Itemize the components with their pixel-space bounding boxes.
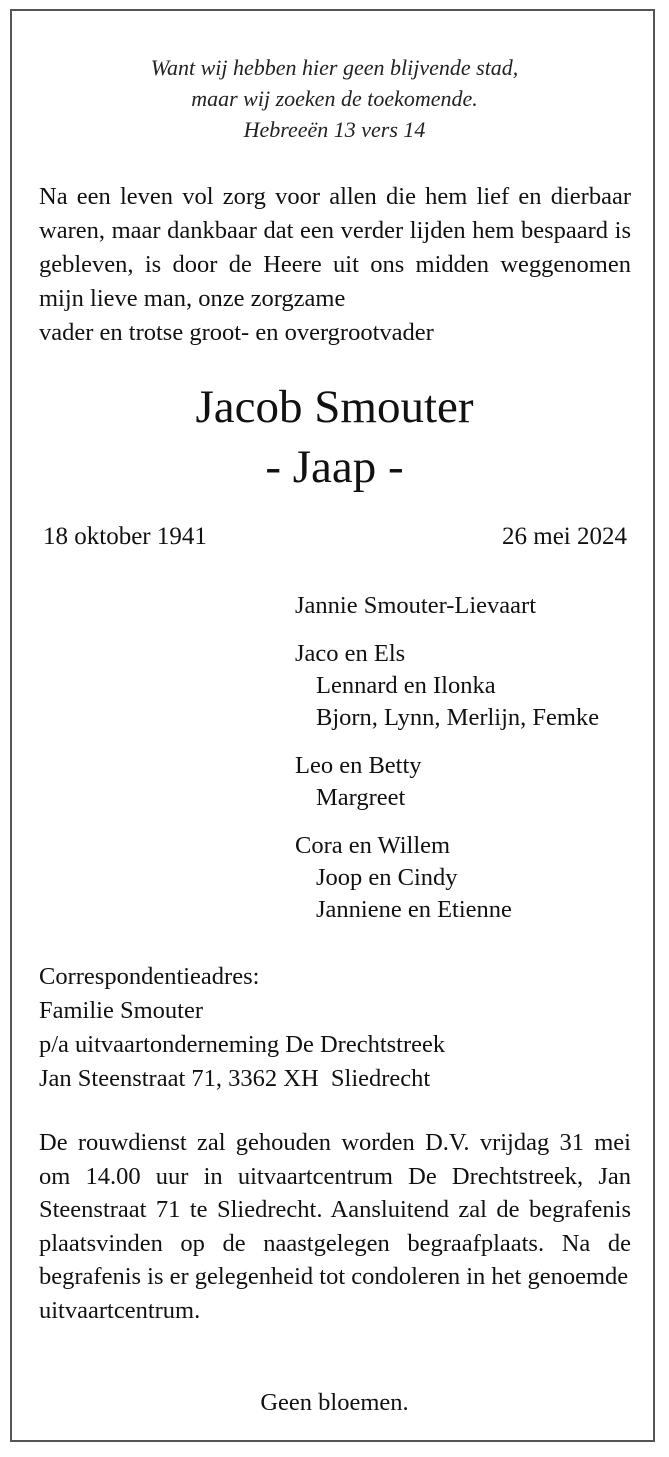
family-child: Joop en Cindy: [316, 864, 458, 891]
death-date: 26 mei 2024: [502, 523, 627, 550]
family-parents: Leo en Betty: [295, 752, 422, 779]
intro-last-line: vader en trotse groot- en overgrootvader: [39, 319, 434, 346]
service-last-line: uitvaartcentrum.: [39, 1296, 201, 1324]
correspondence-address: [39, 960, 445, 1096]
family-child: Janniene en Etienne: [316, 896, 512, 923]
verse-reference: Hebreeën 13 vers 14: [243, 117, 426, 142]
correspondence-street: Jan Steenstraat 71, 3362 XH Sliedrecht: [39, 1065, 431, 1092]
birth-date: 18 oktober 1941: [43, 523, 207, 550]
family-child: Lennard en Ilonka: [316, 672, 496, 699]
service-paragraph: [39, 1126, 631, 1327]
intro-paragraph: [39, 180, 631, 350]
family-group: [295, 750, 422, 814]
spouse-name: [295, 590, 536, 622]
correspondence-name: Familie Smouter: [39, 997, 203, 1024]
correspondence-label: Correspondentieadres:: [39, 963, 260, 990]
family-parents: Jaco en Els: [295, 640, 406, 667]
no-flowers-note: Geen bloemen.: [260, 1389, 409, 1416]
family-child: Margreet: [316, 784, 406, 811]
intro-text: Na een leven vol zorg voor allen die hem lief en dierbaar waren, maar dankbaar dat een verder lijden hem bespaard is gebleven, is door de Heere uit ons midden weggenomen mijn lieve man, onze zorgzame: [39, 183, 631, 312]
verse-line-2: maar wij zoeken de toekomende.: [191, 86, 478, 111]
family-parents: Cora en Willem: [295, 832, 451, 859]
service-text: De rouwdienst zal gehouden worden D.V. vrijdag 31 mei om 14.00 uur in uitvaartcentrum De Drechtstreek, Jan Steenstraat 71 te Sliedrecht. Aansluitend zal de begrafenis plaatsvinden op de naastgelegen begraafplaats. Na de begrafenis is er gelegenheid tot condoleren in het genoemde: [39, 1129, 631, 1290]
family-group: [295, 830, 512, 926]
verse-line-1: Want wij hebben hier geen blijvende stad,: [150, 55, 519, 80]
family-line: Jannie Smouter-Lievaart: [295, 592, 537, 619]
deceased-nickname: - Jaap -: [265, 441, 404, 493]
family-child: Bjorn, Lynn, Merlijn, Femke: [316, 704, 600, 731]
deceased-name: Jacob Smouter: [195, 381, 474, 433]
family-group: [295, 638, 599, 734]
correspondence-care-of: p/a uitvaartonderneming De Drechtstreek: [39, 1031, 446, 1058]
bible-verse: [0, 52, 669, 145]
